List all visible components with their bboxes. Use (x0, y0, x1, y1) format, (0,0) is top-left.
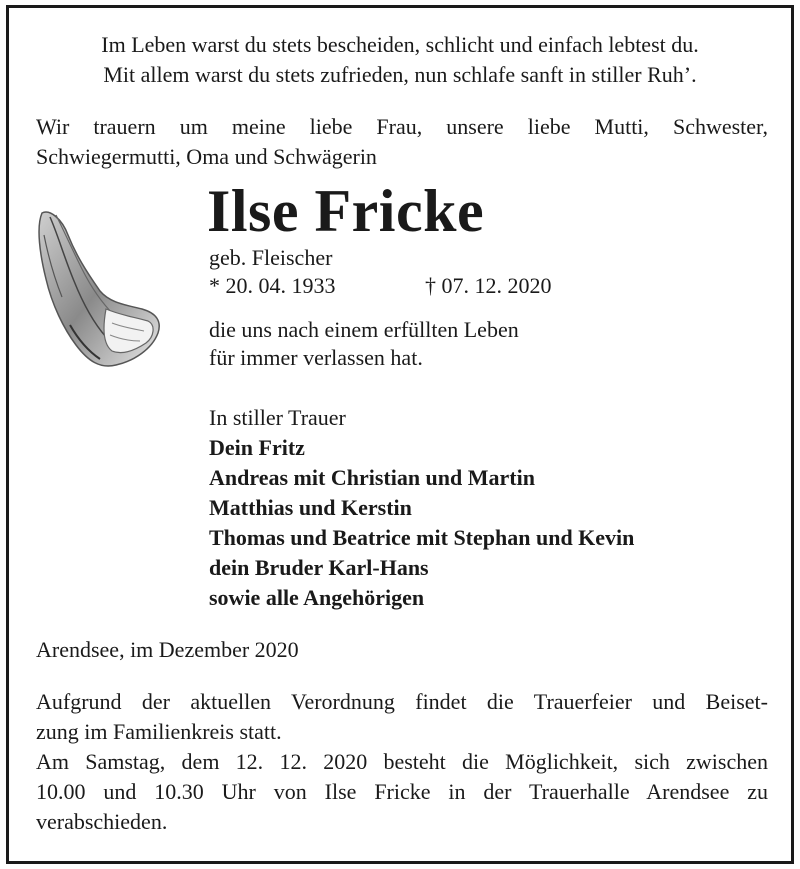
maiden-name: geb. Fleischer (209, 245, 333, 270)
mourner-name: sowie alle Angehörigen (209, 585, 425, 610)
mourner-name: Andreas mit Christian und Martin (209, 465, 535, 490)
notice-line-4 (36, 777, 768, 807)
notice-line-3 (36, 747, 768, 777)
mourners-heading: In stiller Trauer (209, 405, 346, 430)
mourner-name: Thomas und Beatrice mit Stephan und Kevin (209, 525, 635, 550)
mourner-name: Dein Fritz (209, 435, 305, 460)
mourner-name: dein Bruder Karl-Hans (209, 555, 429, 580)
place-date: Arendsee, im Dezember 2020 (36, 637, 299, 662)
birth-date: * 20. 04. 1933 (209, 273, 336, 298)
tribute-line-2: für immer verlassen hat. (209, 345, 423, 370)
intro-text-1: Wir trauern um meine liebe Frau, unsere liebe Mutti, Schwester, (36, 114, 768, 139)
deceased-name: Ilse Fricke (207, 178, 485, 244)
intro-line-1 (36, 112, 768, 142)
notice-text-4: 10.00 und 10.30 Uhr von Ilse Fricke in der Trauerhalle Arendsee zu (36, 779, 768, 804)
mourner-name: Matthias und Kerstin (209, 495, 412, 520)
notice-line-5: verabschieden. (36, 809, 168, 834)
tribute-line-1: die uns nach einem erfüllten Leben (209, 317, 519, 342)
notice-line-1 (36, 687, 768, 717)
motto-line-2: Mit allem warst du stets zufrieden, nun schlafe sanft in stiller Ruh’. (103, 62, 697, 87)
praying-hands-icon (30, 205, 170, 375)
notice-text-1: Aufgrund der aktuellen Verordnung findet die Trauerfeier und Beiset- (36, 689, 768, 714)
death-date: † 07. 12. 2020 (425, 273, 552, 298)
motto-line-1: Im Leben warst du stets bescheiden, schlicht und einfach lebtest du. (101, 32, 699, 57)
notice-line-2: zung im Familienkreis statt. (36, 719, 282, 744)
notice-text-3: Am Samstag, dem 12. 12. 2020 besteht die Möglichkeit, sich zwischen (36, 749, 768, 774)
intro-line-2: Schwiegermutti, Oma und Schwägerin (36, 144, 377, 169)
